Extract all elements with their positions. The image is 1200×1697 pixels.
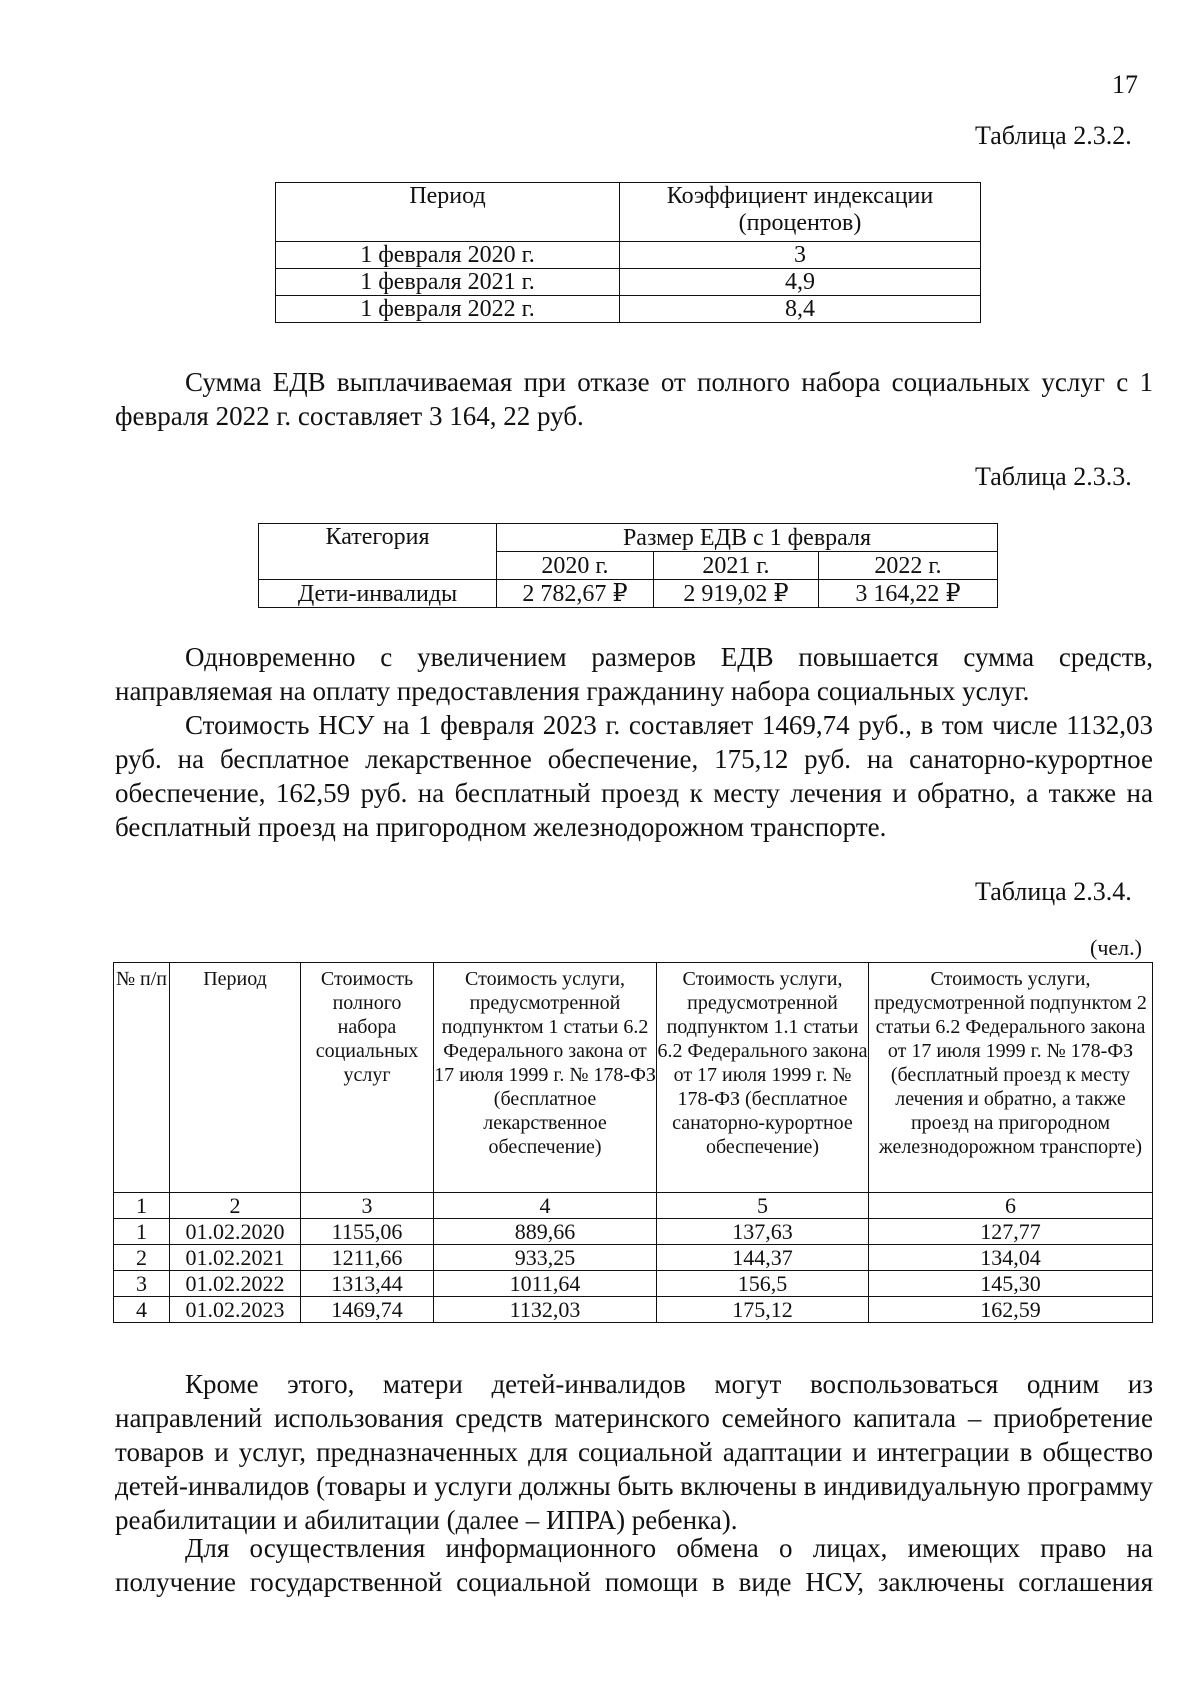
table-row <box>276 242 981 269</box>
table-cell: 144,37 <box>657 1245 869 1271</box>
table-cell: 01.02.2022 <box>170 1271 301 1297</box>
table-row <box>114 1297 1153 1323</box>
column-number: 4 <box>434 1193 657 1219</box>
table-row <box>276 296 981 323</box>
table-cell: 4 <box>114 1297 170 1323</box>
paragraph: Для осуществления информационного обмена о лицах, имеющих право на получение государственной социальной помощи в виде НСУ, заключены соглашения <box>115 1533 1153 1597</box>
table-header: № п/п <box>114 963 170 1193</box>
table-cell: 01.02.2021 <box>170 1245 301 1271</box>
table-cell: 2 782,67 ₽ <box>497 580 654 608</box>
table-caption: Таблица 2.3.2. <box>975 121 1132 150</box>
paragraph: Одновременно с увеличением размеров ЕДВ повышается сумма средств, направляемая на оплату предоставления гражданину набора социальных услуг. <box>115 642 1153 706</box>
table-row <box>114 1245 1153 1271</box>
table-cell: 3 <box>114 1271 170 1297</box>
table-cell: 2 <box>114 1245 170 1271</box>
table-cell: 01.02.2023 <box>170 1297 301 1323</box>
table-cell: 8,4 <box>620 296 981 323</box>
column-number: 2 <box>170 1193 301 1219</box>
indexation-table <box>275 182 981 323</box>
table-header: 2020 г. <box>497 552 654 580</box>
table-cell: 137,63 <box>657 1219 869 1245</box>
table-caption: Таблица 2.3.3. <box>975 462 1132 491</box>
table-header: Размер ЕДВ с 1 февраля <box>497 524 998 552</box>
table-caption: Таблица 2.3.4. <box>975 877 1132 906</box>
paragraph: Стоимость НСУ на 1 февраля 2023 г. составляет 1469,74 руб., в том числе 1132,03 руб. на бесплатное лекарственное обеспечение, 175,12 руб. на санаторно-курортное обеспечение, 162,59 руб. на бесплатный проезд к месту лечения и обратно, а также на бесплатный проезд на пригородном железнодорожном транспорте. <box>115 710 1153 842</box>
table-cell: 162,59 <box>869 1297 1153 1323</box>
table-header: Стоимость полного набора социальных услуг <box>301 963 434 1193</box>
table-header: 2022 г. <box>819 552 998 580</box>
paragraph: Кроме этого, матери детей-инвалидов могут воспользоваться одним из направлений использования средств материнского семейного капитала – приобретение товаров и услуг, предназначенных для социальной адаптации и интеграции в общество детей-инвалидов (товары и услуги должны быть включены в индивидуальную программу реабилитации и абилитации (далее – ИПРА) ребенка). <box>115 1369 1153 1535</box>
nsu-cost-table <box>113 962 1153 1323</box>
table-cell: 1011,64 <box>434 1271 657 1297</box>
table-cell: 1469,74 <box>301 1297 434 1323</box>
table-cell: 889,66 <box>434 1219 657 1245</box>
table-cell: 3 <box>620 242 981 269</box>
unit-label: (чел.) <box>1090 935 1142 960</box>
column-number: 5 <box>657 1193 869 1219</box>
table-cell: 156,5 <box>657 1271 869 1297</box>
table-cell: 933,25 <box>434 1245 657 1271</box>
table-cell: 127,77 <box>869 1219 1153 1245</box>
table-cell: 1132,03 <box>434 1297 657 1323</box>
table-row <box>276 269 981 296</box>
table-row <box>259 580 998 608</box>
table-header: Категория <box>259 524 497 580</box>
table-cell: 134,04 <box>869 1245 1153 1271</box>
page-number: 17 <box>1112 70 1138 99</box>
table-cell: 1155,06 <box>301 1219 434 1245</box>
table-cell: 1211,66 <box>301 1245 434 1271</box>
table-cell: 01.02.2020 <box>170 1219 301 1245</box>
table-header: 2021 г. <box>654 552 819 580</box>
table-header: Коэффициент индексации (процентов) <box>620 183 981 242</box>
table-header: Стоимость услуги, предусмотренной подпунктом 1.1 статьи 6.2 Федерального закона от 17 июля 1999 г. № 178-ФЗ (бесплатное санаторно-курортное обеспечение) <box>657 963 869 1193</box>
table-cell: 1 февраля 2020 г. <box>276 242 620 269</box>
table-header: Период <box>170 963 301 1193</box>
table-cell: 175,12 <box>657 1297 869 1323</box>
column-number: 3 <box>301 1193 434 1219</box>
column-number: 1 <box>114 1193 170 1219</box>
table-row <box>114 1219 1153 1245</box>
table-header: Стоимость услуги, предусмотренной подпунктом 2 статьи 6.2 Федерального закона от 17 июля 1999 г. № 178-ФЗ (бесплатный проезд к месту лечения и обратно, а также проезд на пригородном железнодорожном транспорте) <box>869 963 1153 1193</box>
table-row <box>114 1271 1153 1297</box>
table-cell: 1 февраля 2021 г. <box>276 269 620 296</box>
table-cell: 145,30 <box>869 1271 1153 1297</box>
table-header: Стоимость услуги, предусмотренной подпунктом 1 статьи 6.2 Федерального закона от 17 июля 1999 г. № 178-ФЗ (бесплатное лекарственное обеспечение) <box>434 963 657 1193</box>
column-number: 6 <box>869 1193 1153 1219</box>
table-cell: 1313,44 <box>301 1271 434 1297</box>
table-cell: 1 февраля 2022 г. <box>276 296 620 323</box>
table-cell: Дети-инвалиды <box>259 580 497 608</box>
table-cell: 2 919,02 ₽ <box>654 580 819 608</box>
table-cell: 4,9 <box>620 269 981 296</box>
table-cell: 1 <box>114 1219 170 1245</box>
paragraph: Сумма ЕДВ выплачиваемая при отказе от полного набора социальных услуг с 1 февраля 2022 г. составляет 3 164, 22 руб. <box>115 367 1153 431</box>
table-header: Период <box>276 183 620 242</box>
table-cell: 3 164,22 ₽ <box>819 580 998 608</box>
edv-table <box>258 523 998 608</box>
